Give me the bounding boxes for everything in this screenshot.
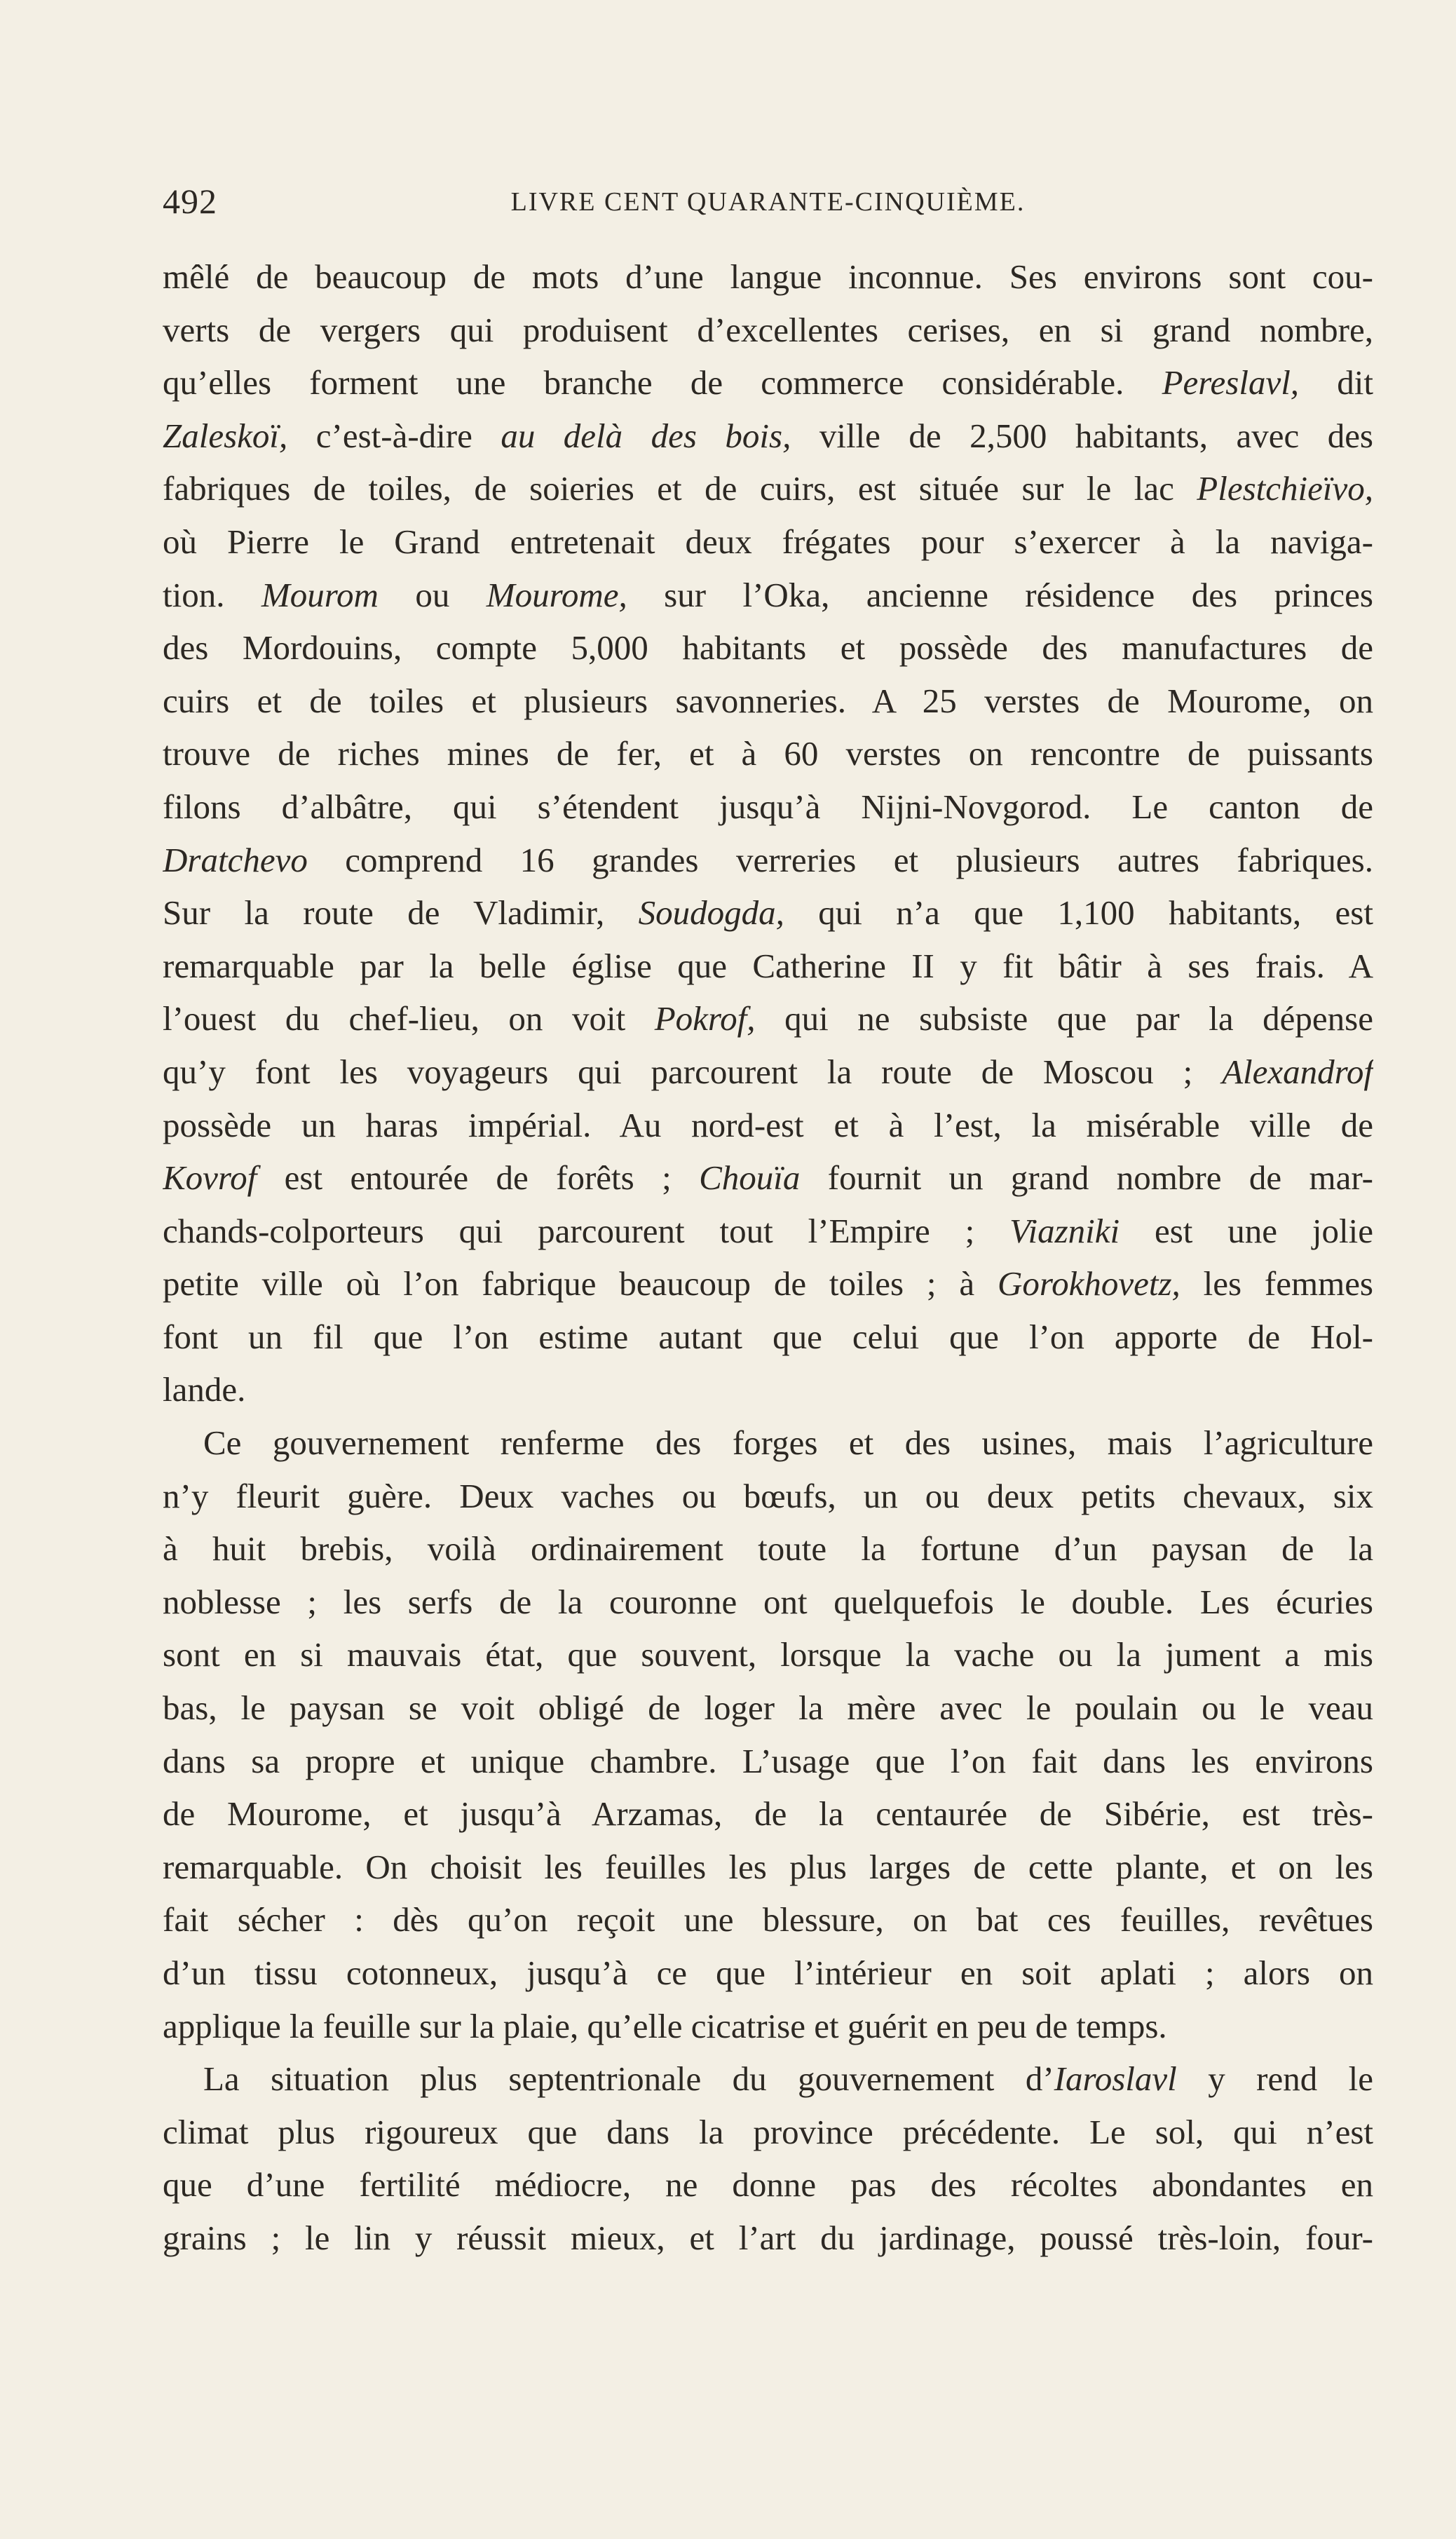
text-segment: qui ne subsiste que par la dépense <box>755 999 1373 1038</box>
text-segment: Sur la route de Vladimir, <box>163 893 639 933</box>
text-segment: trouve de riches mines de fer, et à 60 verstes on rencontre de puissants <box>163 734 1373 773</box>
text-segment: d’un tissu cotonneux, jusqu’à ce que l’intérieur en soit aplati ; alors on <box>163 1954 1373 1992</box>
text-segment: où Pierre le Grand entretenait deux frégates pour s’exercer à la naviga- <box>163 522 1373 561</box>
text-line <box>163 1681 1373 1735</box>
text-line <box>163 304 1373 357</box>
italic-place-name: Chouïa <box>699 1158 801 1198</box>
text-line <box>163 886 1373 940</box>
text-segment: qui n’a que 1,100 habitants, est <box>784 893 1373 933</box>
italic-place-name: Pereslavl, <box>1162 363 1300 402</box>
text-segment: cuirs et de toiles et plusieurs savonneries. A 25 verstes de Mourome, on <box>163 681 1373 720</box>
text-segment: possède un haras impérial. Au nord-est et à l’est, la misérable ville de <box>163 1105 1373 1144</box>
text-segment: bas, le paysan se voit obligé de loger la mère avec le poulain ou le veau <box>163 1688 1373 1728</box>
text-line <box>163 1787 1373 1841</box>
text-line <box>163 1099 1373 1152</box>
text-line <box>163 621 1373 675</box>
text-segment: remarquable. On choisit les feuilles les plus larges de cette plante, et on les <box>163 1847 1373 1886</box>
text-line <box>163 1205 1373 1258</box>
text-segment: grains ; le lin y réussit mieux, et l’art du jardinage, poussé très-loin, four- <box>163 2218 1373 2257</box>
text-segment: ville de 2,500 habitants, avec des <box>791 416 1373 455</box>
text-line <box>163 780 1373 834</box>
text-line <box>163 2106 1373 2159</box>
text-line <box>163 1257 1373 1311</box>
text-segment: est une jolie <box>1120 1211 1373 1250</box>
italic-place-name: Viazniki <box>1009 1211 1120 1250</box>
text-line <box>163 250 1373 304</box>
text-line <box>163 1522 1373 1576</box>
text-segment: fournit un grand nombre de mar- <box>800 1158 1373 1198</box>
text-segment: font un fil que l’on estime autant que celui que l’on apporte de Hol- <box>163 1317 1373 1356</box>
text-segment: ou <box>378 575 487 614</box>
text-segment: n’y fleurit guère. Deux vaches ou bœufs, un ou deux petits chevaux, six <box>163 1476 1373 1515</box>
text-segment: que d’une fertilité médiocre, ne donne pas des récoltes abondantes en <box>163 2165 1373 2205</box>
text-line <box>163 462 1373 515</box>
text-segment: La situation plus septentrionale du gouvernement d’ <box>203 2059 1054 2099</box>
text-line <box>163 1151 1373 1205</box>
italic-place-name: Kovrof <box>163 1158 257 1198</box>
text-line <box>163 675 1373 728</box>
text-line <box>163 1416 1373 1470</box>
text-segment: les femmes <box>1180 1264 1373 1304</box>
text-segment: mêlé de beaucoup de mots d’une langue inconnue. Ses environs sont cou- <box>163 257 1373 296</box>
text-line <box>163 940 1373 993</box>
text-line <box>163 409 1373 463</box>
text-line <box>163 2000 1373 2053</box>
running-title: LIVRE CENT QUARANTE-CINQUIÈME. <box>510 187 1026 217</box>
text-segment: y rend le <box>1176 2059 1373 2099</box>
text-line <box>163 2158 1373 2212</box>
italic-place-name: Dratchevo <box>163 840 308 879</box>
text-line <box>163 1045 1373 1099</box>
text-line <box>163 1576 1373 1629</box>
page-number: 492 <box>163 182 217 221</box>
text-segment: qu’y font les voyageurs qui parcourent la route de Moscou ; <box>163 1052 1223 1091</box>
text-line <box>163 727 1373 780</box>
text-line <box>163 1628 1373 1681</box>
text-segment: remarquable par la belle église que Catherine II y fit bâtir à ses frais. A <box>163 946 1373 985</box>
text-segment: de Mourome, et jusqu’à Arzamas, de la centaurée de Sibérie, est très- <box>163 1794 1373 1834</box>
text-line <box>163 1893 1373 1946</box>
text-segment: Ce gouvernement renferme des forges et des usines, mais l’agriculture <box>203 1423 1373 1463</box>
italic-place-name: Iaroslavl <box>1054 2059 1177 2099</box>
text-segment: climat plus rigoureux que dans la province précédente. Le sol, qui n’est <box>163 2112 1373 2151</box>
text-segment: des Mordouins, compte 5,000 habitants et possède des manufactures de <box>163 628 1373 668</box>
text-line <box>163 1311 1373 1364</box>
text-line <box>163 834 1373 887</box>
text-segment: fabriques de toiles, de soieries et de cuirs, est située sur le lac <box>163 469 1197 508</box>
italic-place-name: Zaleskoï, <box>163 416 288 455</box>
running-head <box>163 181 1373 223</box>
italic-place-name: Soudogda, <box>638 893 784 933</box>
text-segment: chands-colporteurs qui parcourent tout l’Empire ; <box>163 1211 1010 1250</box>
italic-place-name: Plestchieïvo, <box>1197 469 1373 508</box>
text-line <box>163 569 1373 622</box>
text-segment: applique la feuille sur la plaie, qu’elle cicatrise et guérit en peu de temps. <box>163 2006 1167 2045</box>
italic-place-name: Alexandrof <box>1222 1052 1373 1091</box>
text-line <box>163 1946 1373 2000</box>
italic-place-name: Mourom <box>261 575 379 614</box>
text-segment: est entourée de forêts ; <box>257 1158 700 1198</box>
italic-place-name: au delà des bois, <box>501 416 791 455</box>
text-segment: à huit brebis, voilà ordinairement toute la fortune d’un paysan de la <box>163 1529 1373 1569</box>
text-segment: c’est-à-dire <box>287 416 501 455</box>
text-segment: noblesse ; les serfs de la couronne ont quelquefois le double. Les écuries <box>163 1582 1373 1621</box>
text-segment: qu’elles forment une branche de commerce considérable. <box>163 363 1162 402</box>
italic-place-name: Pokrof, <box>654 999 756 1038</box>
text-segment: sont en si mauvais état, que souvent, lorsque la vache ou la jument a mis <box>163 1635 1373 1674</box>
text-segment: filons d’albâtre, qui s’étendent jusqu’à Nijni-Novgorod. Le canton de <box>163 787 1373 826</box>
text-line <box>163 1841 1373 1894</box>
text-segment: l’ouest du chef-lieu, on voit <box>163 999 655 1038</box>
body-text <box>163 250 1373 2265</box>
text-line <box>163 1363 1373 1416</box>
text-segment: sur l’Oka, ancienne résidence des princes <box>627 575 1373 614</box>
text-segment: tion. <box>163 575 261 614</box>
text-segment: comprend 16 grandes verreries et plusieurs autres fabriques. <box>307 840 1373 879</box>
text-segment: lande. <box>163 1370 246 1409</box>
text-segment: petite ville où l’on fabrique beaucoup de toiles ; à <box>163 1264 998 1304</box>
italic-place-name: Gorokhovetz, <box>997 1264 1181 1304</box>
text-segment: dit <box>1299 363 1373 402</box>
text-line <box>163 2052 1373 2106</box>
text-line <box>163 356 1373 409</box>
text-line <box>163 992 1373 1045</box>
text-segment: dans sa propre et unique chambre. L’usage que l’on fait dans les environs <box>163 1741 1373 1780</box>
text-line <box>163 2212 1373 2265</box>
text-line <box>163 515 1373 569</box>
italic-place-name: Mourome, <box>486 575 627 614</box>
text-segment: fait sécher : dès qu’on reçoit une blessure, on bat ces feuilles, revêtues <box>163 1900 1373 1939</box>
text-line <box>163 1735 1373 1788</box>
text-segment: verts de vergers qui produisent d’excellentes cerises, en si grand nombre, <box>163 310 1373 349</box>
text-line <box>163 1470 1373 1523</box>
